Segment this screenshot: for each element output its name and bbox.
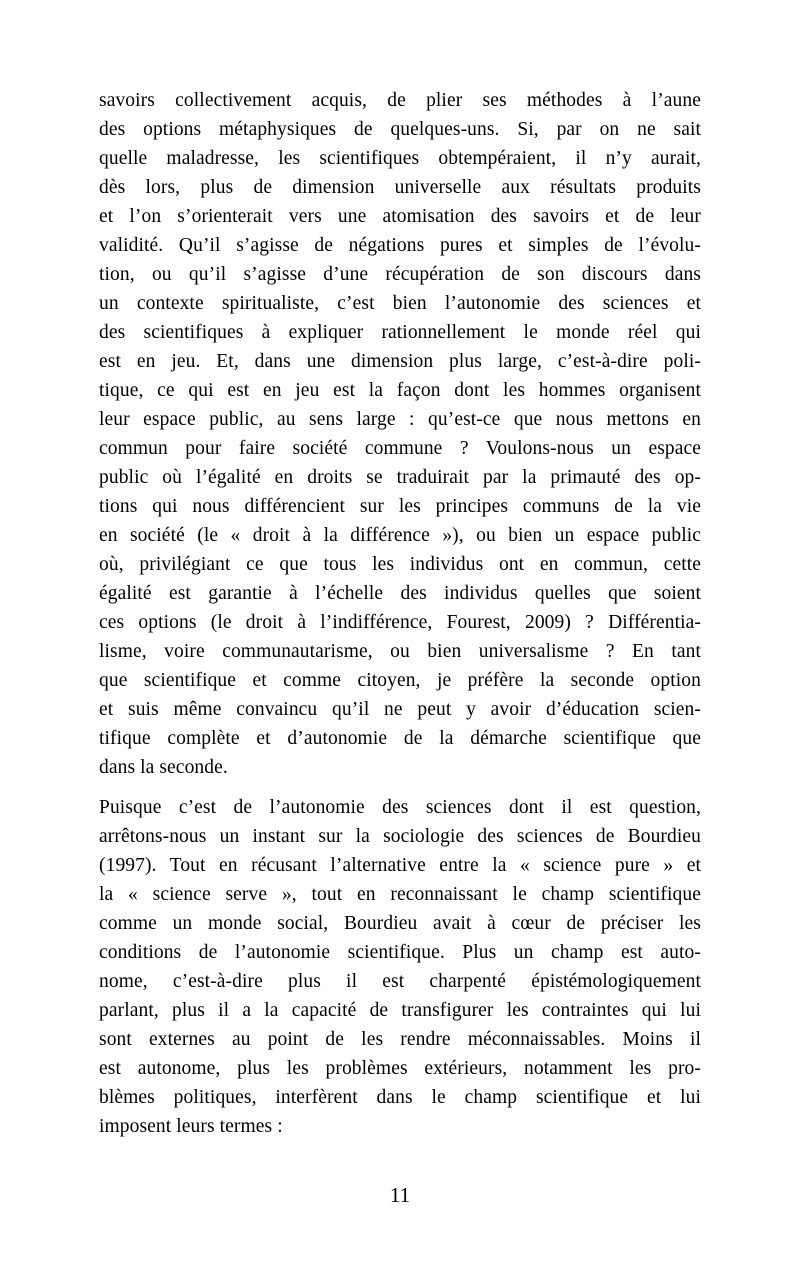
text-line: et suis même convaincu qu’il ne peut y avoir d’éducation scien- <box>99 699 701 720</box>
text-line: ces options (le droit à l’indifférence, Fourest, 2009) ? Différentia- <box>99 612 701 633</box>
text-line: public où l’égalité en droits se traduirait par la primauté des op- <box>99 467 701 488</box>
text-line: leur espace public, au sens large : qu’est-ce que nous mettons en <box>99 409 701 430</box>
text-line: tion, ou qu’il s’agisse d’une récupération de son discours dans <box>99 264 701 285</box>
text-line: blèmes politiques, interfèrent dans le champ scientifique et lui <box>99 1087 701 1108</box>
text-line: lisme, voire communautarisme, ou bien universalisme ? En tant <box>99 641 701 662</box>
text-line: des scientifiques à expliquer rationnellement le monde réel qui <box>99 322 701 343</box>
text-line: sont externes au point de les rendre méconnaissables. Moins il <box>99 1029 701 1050</box>
text-line: est en jeu. Et, dans une dimension plus large, c’est-à-dire poli- <box>99 351 701 372</box>
text-line: des options métaphysiques de quelques-uns. Si, par on ne sait <box>99 119 701 140</box>
text-line: où, privilégiant ce que tous les individus ont en commun, cette <box>99 554 701 575</box>
text-line: conditions de l’autonomie scientifique. Plus un champ est auto- <box>99 942 701 963</box>
text-line: en société (le « droit à la différence »), ou bien un espace public <box>99 525 701 546</box>
text-line: (1997). Tout en récusant l’alternative entre la « science pure » et <box>99 855 701 876</box>
text-line: savoirs collectivement acquis, de plier ses méthodes à l’aune <box>99 90 701 111</box>
text-line: comme un monde social, Bourdieu avait à cœur de préciser les <box>99 913 701 934</box>
text-line: tions qui nous différencient sur les principes communs de la vie <box>99 496 701 517</box>
paragraph <box>99 793 701 1141</box>
text-line: imposent leurs termes : <box>99 1116 283 1137</box>
text-line: que scientifique et comme citoyen, je préfère la seconde option <box>99 670 701 691</box>
text-line: est autonome, plus les problèmes extérieurs, notamment les pro- <box>99 1058 701 1079</box>
page-text-block <box>99 86 701 1141</box>
text-line: quelle maladresse, les scientifiques obtempéraient, il n’y aurait, <box>99 148 701 169</box>
text-line: parlant, plus il a la capacité de transfigurer les contraintes qui lui <box>99 1000 701 1021</box>
page-number: 11 <box>389 1183 411 1207</box>
text-line: tifique complète et d’autonomie de la démarche scientifique que <box>99 728 701 749</box>
text-line: tique, ce qui est en jeu est la façon dont les hommes organisent <box>99 380 701 401</box>
text-line: nome, c’est-à-dire plus il est charpenté épistémologiquement <box>99 971 701 992</box>
text-line: égalité est garantie à l’échelle des individus quelles que soient <box>99 583 701 604</box>
paragraph <box>99 86 701 782</box>
text-line: Puisque c’est de l’autonomie des sciences dont il est question, <box>99 797 701 818</box>
text-line: dans la seconde. <box>99 757 228 778</box>
text-line: la « science serve », tout en reconnaissant le champ scientifique <box>99 884 701 905</box>
text-line: commun pour faire société commune ? Voulons-nous un espace <box>99 438 701 459</box>
text-line: et l’on s’orienterait vers une atomisation des savoirs et de leur <box>99 206 701 227</box>
text-line: validité. Qu’il s’agisse de négations pures et simples de l’évolu- <box>99 235 701 256</box>
text-line: arrêtons-nous un instant sur la sociologie des sciences de Bourdieu <box>99 826 701 847</box>
text-line: un contexte spiritualiste, c’est bien l’autonomie des sciences et <box>99 293 701 314</box>
text-line: dès lors, plus de dimension universelle aux résultats produits <box>99 177 701 198</box>
